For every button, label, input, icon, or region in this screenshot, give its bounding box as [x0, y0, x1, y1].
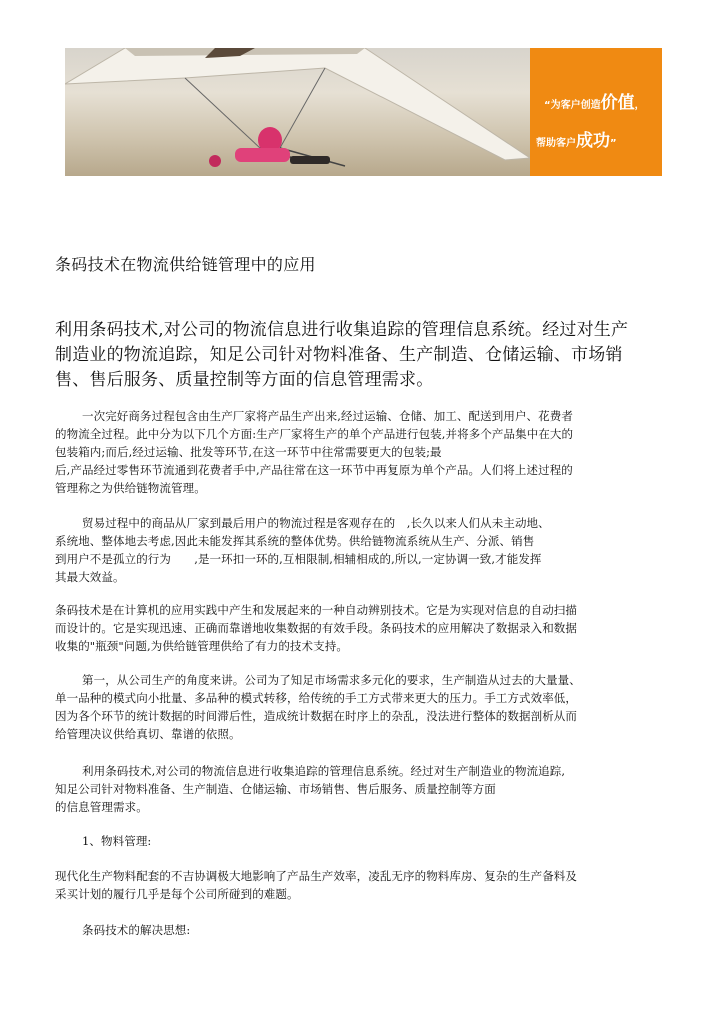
paragraph-barcode-system: 利用条码技术,对公司的物流信息进行收集追踪的管理信息系统。经过对生产制造业的物流追踪, 知足公司针对物料准备、生产制造、仓储运输、市场销售、售后服务、质量控制等方面 的信息管理需求。 — [55, 764, 566, 814]
paragraph-production-view: 第一，从公司生产的角度来讲。公司为了知足市场需求多元化的要求，生产制造从过去的大量量、 单一品种的模式向小批量、多品种的模式转移，给传统的手工方式带来更大的压力。手工方式效率低， 因为各个环节的统计数据的时间滞后性，造成统计数据在时序上的杂乱，没法进行整体的数据剖析从而 给管理决议供给真切、靠谱的依照。 — [55, 673, 581, 741]
header-banner — [65, 48, 662, 176]
slogan-line-success: 帮助客户成功” — [536, 131, 617, 151]
hang-glider-illustration — [65, 48, 530, 176]
document-title: 条码技术在物流供给链管理中的应用 — [55, 255, 316, 274]
slogan-panel — [530, 48, 662, 176]
paragraph-material-problems: 现代化生产物料配套的不吉协调极大地影响了产品生产效率，凌乱无序的物料库房、复杂的生产备料及 采买计划的履行几乎是每个公司所碰到的难题。 — [55, 869, 577, 901]
section-heading-solution: 条码技术的解决思想: — [82, 923, 191, 937]
paragraph-logistics-process: 贸易过程中的商品从厂家到最后用户的物流过程是客观存在的 ,长久以来人们从未主动地、 系统地、整体地去考虑,因此未能发挥其系统的整体优势。供给链物流系统从生产、分派、销售 到用户不是孤立的行为 ,是一环扣一环的,互相限制,相辅相成的,所以,一定协调一致,才能发挥 其最大效益。 — [55, 516, 550, 584]
lead-paragraph: 利用条码技术,对公司的物流信息进行收集追踪的管理信息系统。经过对生产 制造业的物流追踪，知足公司针对物料准备、生产制造、仓储运输、市场销 售、售后服务、质量控制等方面的信息管理需求。 — [55, 320, 629, 390]
paragraph-barcode-definition: 条码技术是在计算机的应用实践中产生和发展起来的一种自动辨别技术。它是为实现对信息的自动扫描 而设计的。它是实现迅速、正确而靠谱地收集数据的有效手段。条码技术的应用解决了数据录入和数据 收集的"瓶颈"问题,为供给链管理供给了有力的技术支持。 — [55, 603, 577, 653]
paragraph-supply-chain: 一次完好商务过程包含由生产厂家将产品生产出来,经过运输、仓储、加工、配送到用户、花费者 的物流全过程。此中分为以下几个方面:生产厂家将生产的单个产品进行包装,并将多个产品集中在大的 包装箱内;而后,经过运输、批发等环节,在这一环节中往常需要更大的包装;最 后,产品经过零售环节流通到花费者手中,产品往常在这一环节中再复原为单个产品。人们将上述过程的 管理称之为供给链物流管理。 — [55, 409, 574, 495]
hang-glider-photo — [65, 48, 530, 176]
section-heading-material-management: 1、物料管理: — [82, 834, 152, 848]
slogan-line-value: “为客户创造价值， — [544, 93, 645, 113]
